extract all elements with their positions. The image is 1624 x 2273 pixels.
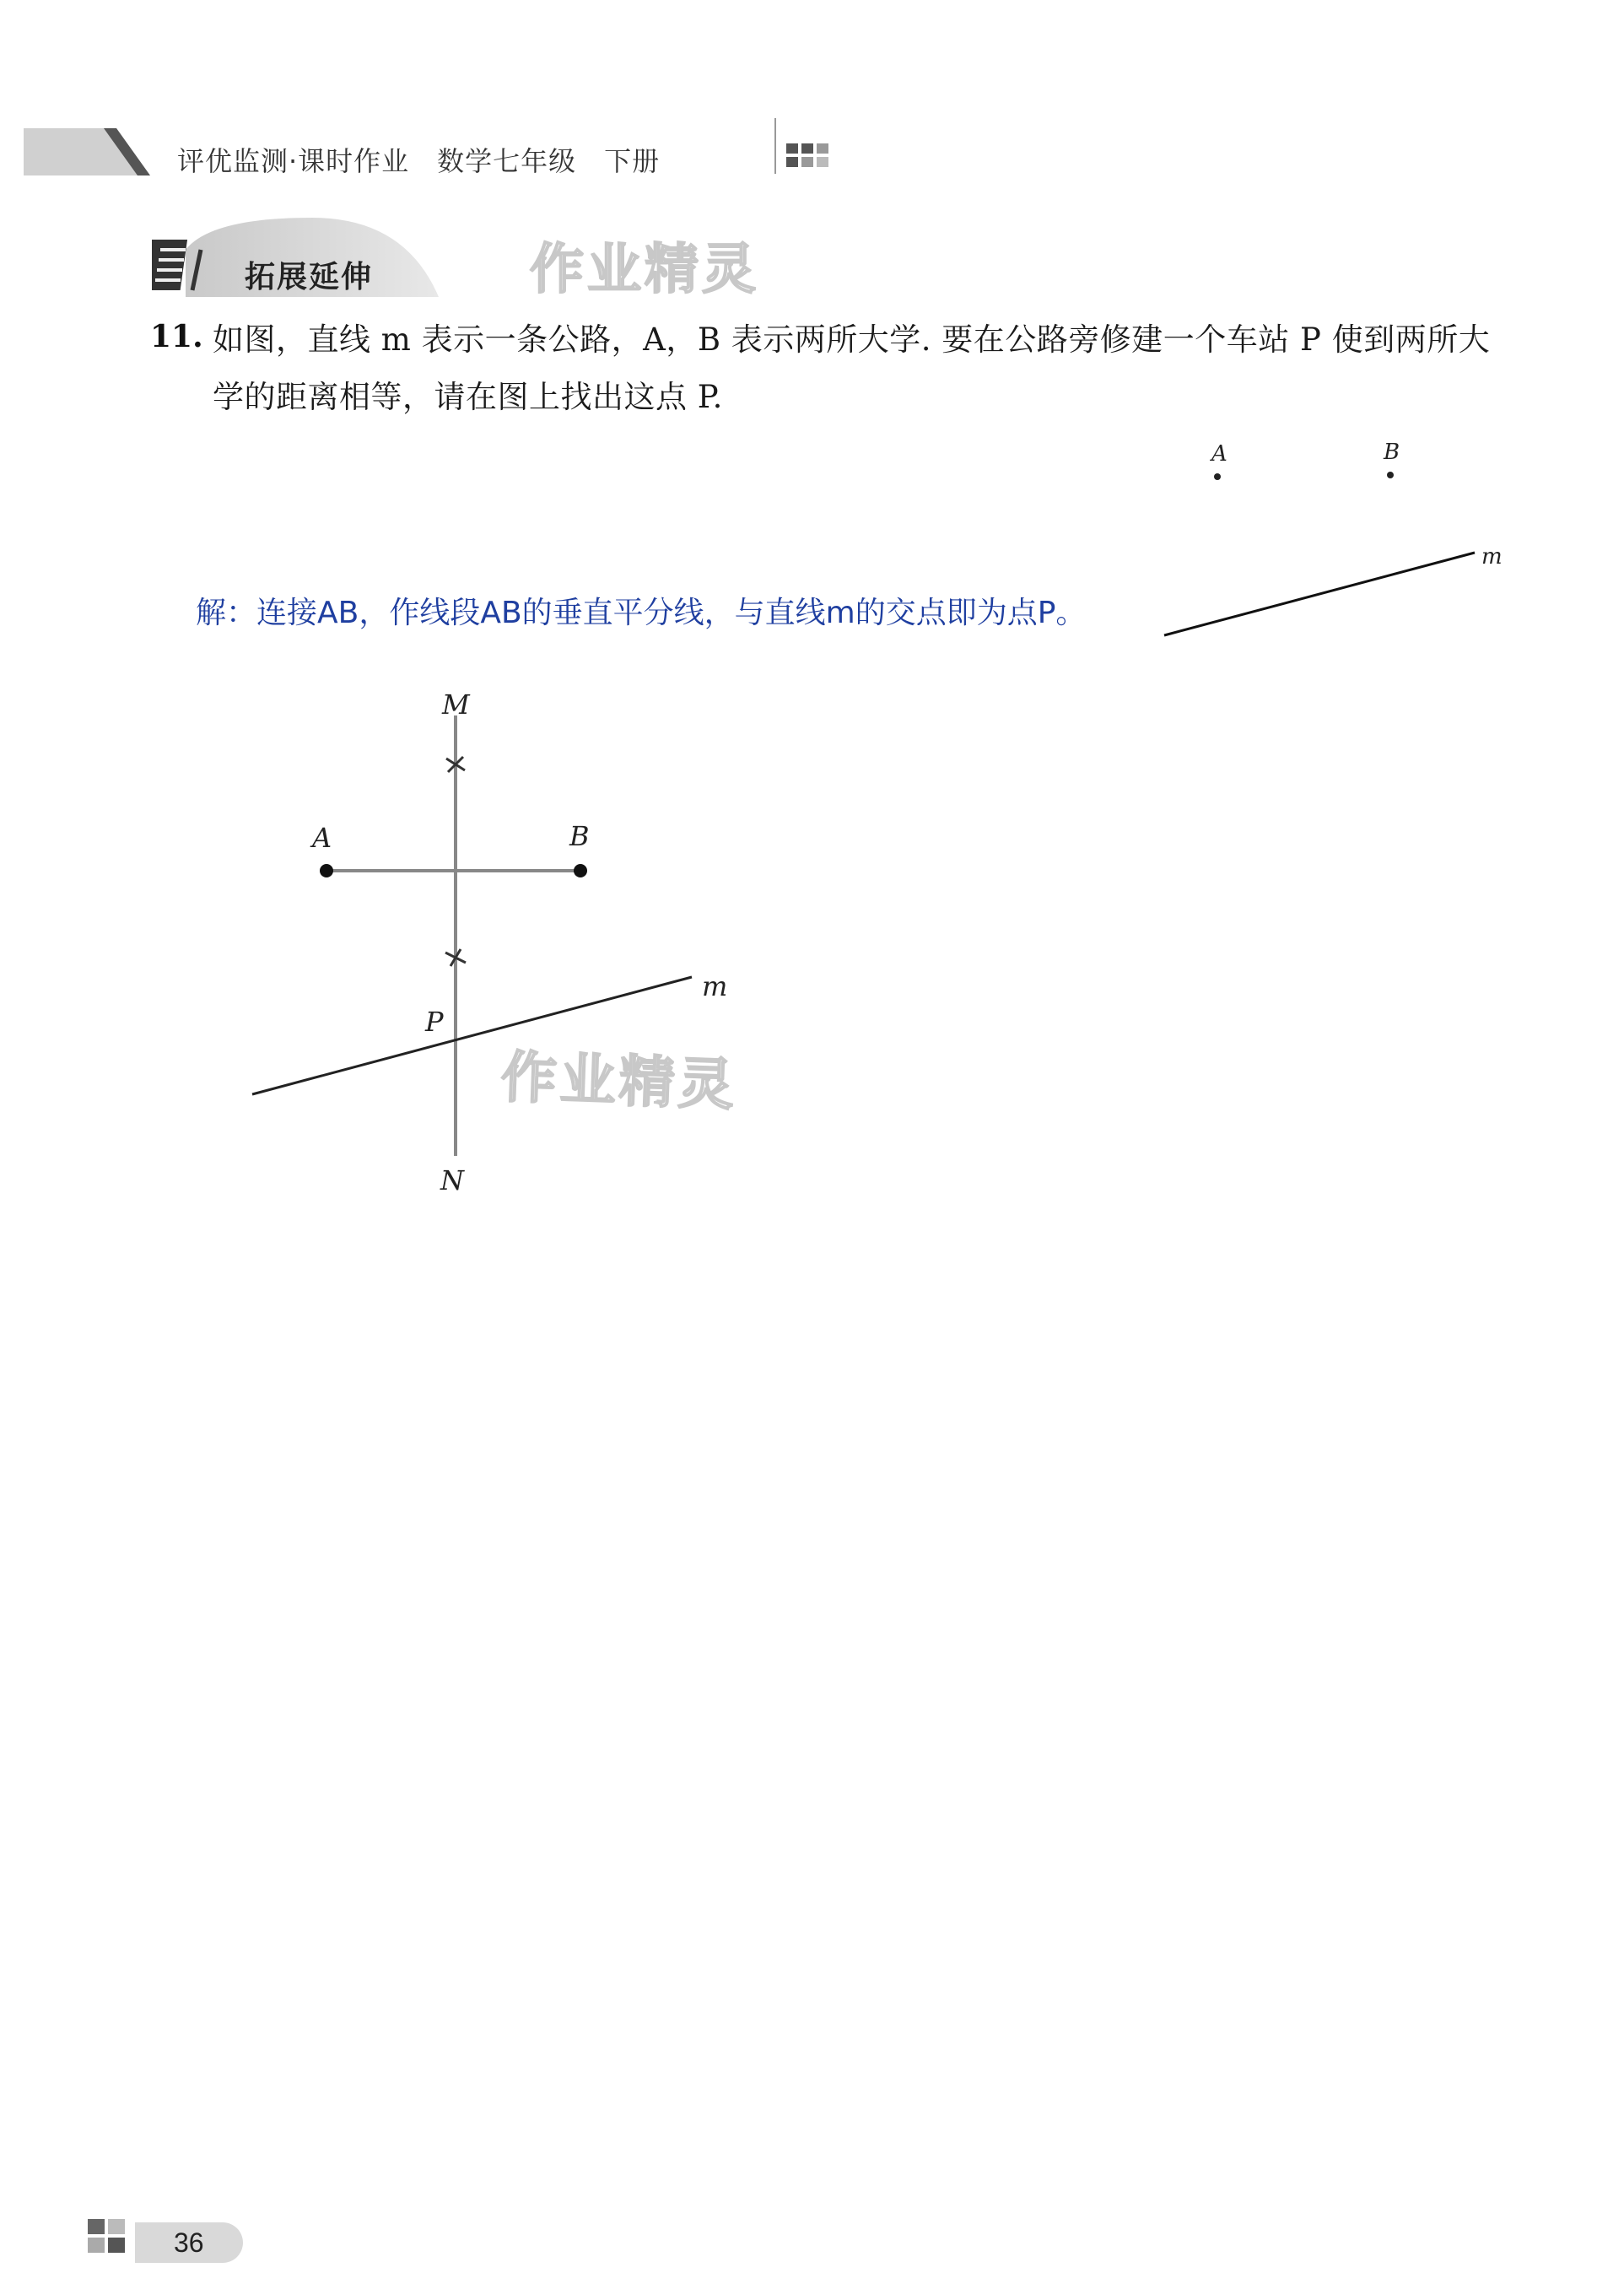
problem-figure bbox=[1147, 430, 1535, 650]
question-text-line-1: 如图，直线 m 表示一条公路，A，B 表示两所大学. 要在公路旁修建一个车站 P 使到两所大 bbox=[213, 321, 1491, 358]
question-number: 11. bbox=[150, 319, 203, 354]
watermark: 作业精灵 bbox=[499, 1045, 739, 1118]
point-b bbox=[574, 864, 587, 877]
point-a-label: A bbox=[1211, 441, 1227, 467]
page-number: 36 bbox=[174, 2227, 204, 2258]
answer-text: 解：连接AB，作线段AB的垂直平分线，与直线m的交点即为点P。 bbox=[196, 596, 1087, 630]
header-squares-icon bbox=[786, 142, 837, 172]
footer-squares-icon bbox=[88, 2219, 135, 2261]
section-title: 拓展延伸 bbox=[245, 260, 374, 294]
label-p: P bbox=[425, 1006, 444, 1038]
question-text-line-2: 学的距离相等，请在图上找出这点 P. bbox=[213, 379, 723, 415]
point-b bbox=[1387, 472, 1394, 478]
point-a bbox=[1214, 473, 1221, 480]
label-a: A bbox=[312, 822, 332, 854]
header-decoration bbox=[24, 128, 150, 175]
point-b-label: B bbox=[1384, 440, 1400, 465]
header-divider bbox=[774, 118, 776, 174]
label-n-bottom: N bbox=[440, 1164, 464, 1196]
point-a bbox=[320, 864, 333, 877]
label-b: B bbox=[569, 820, 590, 852]
label-m-line: m bbox=[702, 970, 728, 1002]
solution-figure bbox=[236, 683, 759, 1207]
line-m bbox=[1164, 553, 1475, 635]
watermark: 作业精灵 bbox=[530, 239, 759, 301]
line-m-label: m bbox=[1481, 544, 1503, 570]
header-title: 评优监测·课时作业 数学七年级 下册 bbox=[177, 145, 661, 177]
label-m-top: M bbox=[442, 688, 470, 721]
